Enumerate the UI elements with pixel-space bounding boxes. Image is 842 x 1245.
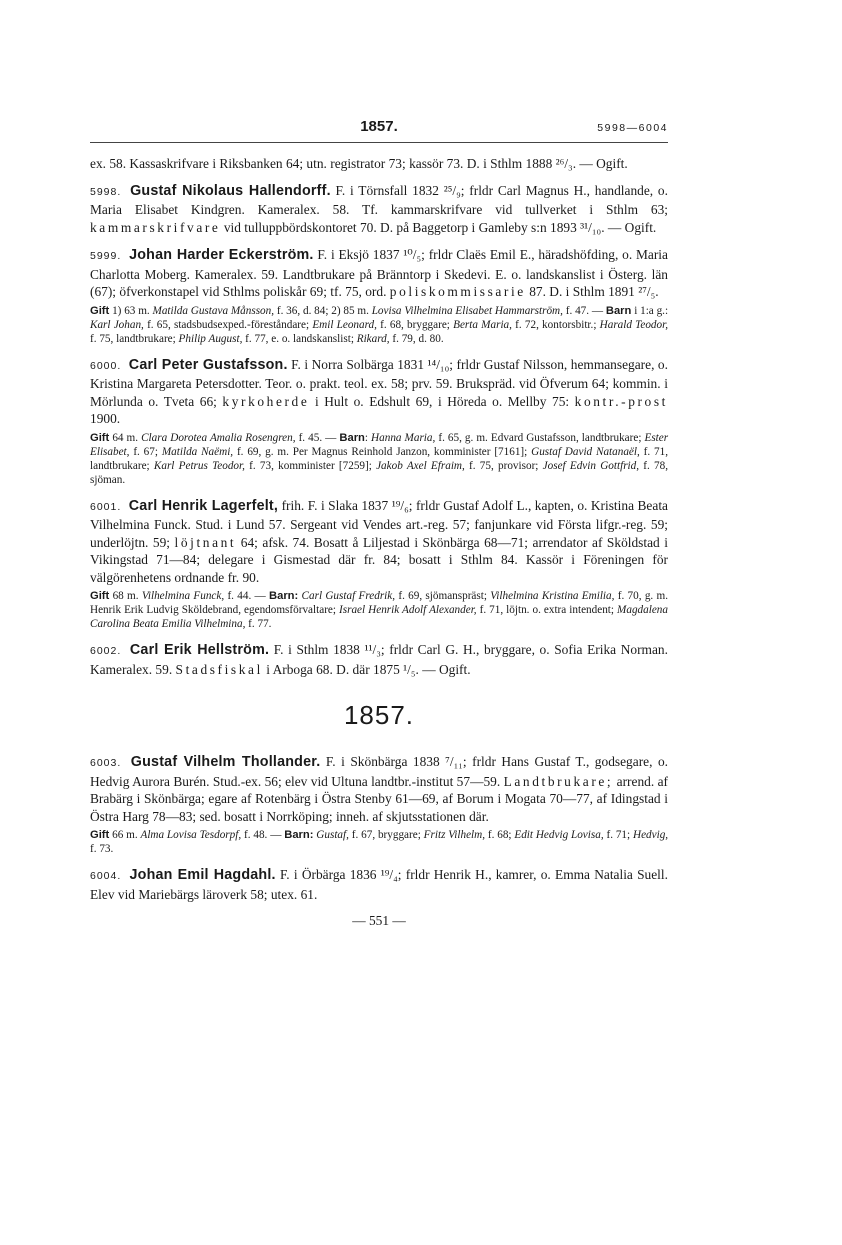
entry-body xyxy=(90,246,668,301)
entry-body xyxy=(90,866,668,903)
marriage-text: f. 47. — xyxy=(565,304,604,317)
spouse-name: Vilhelmina Funck, xyxy=(141,590,225,602)
header-year: 1857. xyxy=(360,118,398,135)
child-detail: f. 65, stadsbudsexped.-föreståndare; xyxy=(147,318,310,331)
entry-text: 64; afsk. 74. Bosatt å Liljestad i Skönbärga 68—71; arrendator af Sköldstad i Vikingstad 71—84; delegare i Gismestad där fr. 84; bosatt i Sthlm 84. Kassör i Föreningen för välgörenhetens ordnande fr. 90. xyxy=(90,534,668,585)
barn-label: Barn: xyxy=(269,590,299,602)
child-name: Karl Johan, xyxy=(90,318,144,331)
spouse-name: Alma Lovisa Tesdorpf, xyxy=(140,829,242,841)
child-detail: f. 78, sjöman. xyxy=(90,459,669,486)
entry-text: F. i Sthlm 1838 ¹¹/₃; frldr Carl G. H., bryggare, o. Sofia Erika Norman. Kameralex. 59. xyxy=(90,642,668,677)
child-name: Hanna Maria, xyxy=(371,431,436,444)
marriage-text: 68 m. xyxy=(112,590,139,602)
entry-text: F. i Norra Solbärga 1831 ¹⁴/₁₀; frldr Gustaf Nilsson, hemmansegare, o. Kristina Margareta Petersdotter. Teor. o. prakt. teol. ex. 58; prv. 59. Brukspräd. vid Öfverum 64; kommin. i Mörlunda o. Tveta 66; xyxy=(90,356,668,409)
marriage-text: 1) 63 m. xyxy=(112,304,150,317)
child-detail: f. 77, e. o. landskanslist; xyxy=(245,332,354,345)
child-detail: f. 68, bryggare; xyxy=(380,318,450,331)
spouse-name: Lovisa Vilhelmina Elisabet Hammarström, xyxy=(371,304,563,317)
child-name: Carl Gustaf Fredrik, xyxy=(301,590,396,602)
gift-label: Gift xyxy=(90,590,110,602)
gift-label: Gift xyxy=(90,431,110,444)
person-name: Carl Erik Hellström. xyxy=(129,642,270,658)
entry-number: 6003. xyxy=(90,757,122,769)
entry-6001 xyxy=(90,497,668,632)
entry-text: F. i Eksjö 1837 ¹⁰/₅; frldr Claës Emil E., häradshöfding, o. Maria Charlotta Moberg. Kameralex. 59. Landtbrukare på Bränntorp i Skedevi. E. o. landskanslist i Österg. län (67); öfverkonstapel vid Sthlms poliskår 69; tf. 75, ord. xyxy=(90,247,668,299)
entry-6004 xyxy=(90,866,668,903)
marriage-text: f. 48. — xyxy=(244,829,282,841)
gift-label: Gift xyxy=(90,304,110,317)
page-number: — 551 — xyxy=(352,913,406,928)
child-detail: f. 73. xyxy=(90,843,114,855)
child-name: Vilhelmina Kristina Emilia, xyxy=(490,590,615,602)
spaced-title: kammarskrifvare xyxy=(90,219,221,235)
gift-label: Gift xyxy=(90,829,110,841)
marriage-text: 66 m. xyxy=(112,829,138,841)
entry-number: 6004. xyxy=(90,870,122,882)
child-name: Philip August, xyxy=(178,332,243,345)
entry-text: vid tulluppbördskontoret 70. D. på Baggetorp i Gamleby s:n 1893 ³¹/₁₀. — Ogift. xyxy=(223,219,657,235)
child-detail: f. 71, löjtn. o. extra intendent; xyxy=(479,604,615,616)
entry-text: F. i Skönbärga 1838 ⁷/₁₁; frldr Hans Gustaf T., godsegare, o. Hedvig Aurora Burén. Stud.-ex. 56; elev vid Ultuna landtbr.-institut 57—59. xyxy=(90,754,668,789)
child-name: Gustaf David Natanaël, xyxy=(531,445,640,458)
child-name: Emil Leonard, xyxy=(312,318,377,331)
entry-number: 6002. xyxy=(90,645,122,657)
family-paragraph xyxy=(90,589,668,631)
year-heading: 1857. xyxy=(343,700,415,730)
spouse-name: Clara Dorotea Amalia Rosengren, xyxy=(141,431,296,444)
child-name: Jakob Axel Efraim, xyxy=(376,459,465,472)
entry-number: 5999. xyxy=(90,250,122,262)
entry-number: 6001. xyxy=(90,500,122,513)
person-name: Carl Henrik Lagerfelt, xyxy=(128,497,279,514)
marriage-text: i 1:a g.: xyxy=(634,304,669,317)
spaced-title: kyrkoherde xyxy=(222,393,310,409)
spaced-title: Stadsfiskal xyxy=(175,661,263,677)
child-detail: f. 75, provisor; xyxy=(469,459,539,472)
spouse-name: Matilda Gustava Månsson, xyxy=(152,304,275,317)
child-name: Hedvig, xyxy=(632,829,669,841)
child-detail: f. 71, landtbrukare; xyxy=(90,445,669,472)
child-name: Fritz Vilhelm, xyxy=(423,829,486,841)
child-detail: f. 67, bryggare; xyxy=(351,829,421,841)
entry-6003 xyxy=(90,753,668,856)
child-name: Berta Maria, xyxy=(453,318,512,331)
spaced-title: kontr.-prost xyxy=(574,393,668,409)
entry-text: i Hult o. Edshult 69, i Höreda o. Mellby 75: xyxy=(314,393,570,409)
entry-text: i Arboga 68. D. där 1875 ¹/₅. — Ogift. xyxy=(266,661,471,677)
barn-label: Barn: xyxy=(284,829,314,841)
entry-body xyxy=(90,753,668,825)
person-name: Johan Harder Eckerström. xyxy=(129,247,314,263)
family-paragraph xyxy=(90,828,668,856)
entry-body xyxy=(90,497,668,587)
child-name: Josef Edvin Gottfrid, xyxy=(542,459,640,472)
child-name: Harald Teodor, xyxy=(599,318,669,331)
person-name: Johan Emil Hagdahl. xyxy=(129,867,276,883)
marriage-text: 64 m. xyxy=(112,431,139,444)
child-detail: f. 67; xyxy=(133,445,158,458)
entry-body xyxy=(90,641,668,678)
family-paragraph xyxy=(90,304,668,346)
child-name: Karl Petrus Teodor, xyxy=(153,459,245,472)
spaced-title: löjtnant xyxy=(174,534,237,550)
family-paragraph: Gift 64 m. Clara Dorotea Amalia Rosengren, f. 45. — Barn: Hanna Maria, f. 65, g. m. Edvard Gustafsson, landtbrukare; Ester Elisabet, f. 67; Matilda Naëmi, f. 69, g. m. Per Magnus Reinhold Janzon, komminister [7161]; Gustaf David Natanaël, f. 71, landtbrukare; Karl Petrus Teodor, f. 73, komminister [7259]; Jakob Axel Efraim, f. 75, provisor; Josef Edvin Gottfrid, f. 78, sjöman. xyxy=(90,431,669,486)
header-rule xyxy=(90,142,668,143)
barn-label: Barn xyxy=(605,304,632,317)
entry-text: 87. D. i Sthlm 1891 ²⁷/₅. xyxy=(529,284,659,299)
child-name: Gustaf, xyxy=(316,829,349,841)
entry-text: F. i Törnsfall 1832 ²⁵/₉; frldr Carl Magnus H., handlande, o. Maria Elisabet Kindgren. Kameralex. 58. Tf. kammarskrifvare vid tullverket i Sthlm 63; xyxy=(90,182,668,217)
child-detail: f. 68; xyxy=(487,829,512,841)
marriage-text: f. 45. — xyxy=(298,431,337,444)
entry-text: 1900. xyxy=(90,411,121,426)
entry-body xyxy=(90,182,668,237)
child-name: Ester Elisabet, xyxy=(90,431,669,458)
header-entry-range: 5998—6004 xyxy=(597,122,668,134)
child-detail: f. 70, g. m. Henrik Erik Ludvig Sköldebrand, egendomsförvaltare; xyxy=(90,590,669,616)
entry-5999 xyxy=(90,246,668,346)
entry-5998 xyxy=(90,182,668,237)
child-name: Edit Hedvig Lovisa, xyxy=(514,829,604,841)
entry-number: 6000. xyxy=(90,359,122,372)
marriage-text: f. 44. — xyxy=(227,590,266,602)
person-name: Carl Peter Gustafsson. xyxy=(128,356,288,373)
person-name: Gustaf Vilhelm Thollander. xyxy=(130,754,321,770)
marriage-text: f. 36, d. 84; 2) 85 m. xyxy=(276,304,369,317)
entry-text: frih. F. i Slaka 1837 ¹⁹/₆; frldr Gustaf Adolf L., kapten, o. Kristina Beata Vilhelmina Funck. Stud. i Lund 57. Sergeant vid Vendes art.-reg. 57; fanjunkare vid Första lifgr.-reg. 59; underlöjtn. 59; xyxy=(90,497,668,550)
entry-6002 xyxy=(90,641,668,678)
child-detail: f. 79, d. 80. xyxy=(392,332,444,345)
barn-label: Barn xyxy=(339,431,365,444)
child-name: Matilda Naëmi, xyxy=(161,445,234,458)
entry-number: 5998. xyxy=(90,185,122,198)
child-detail: f. 71; xyxy=(606,829,631,841)
child-detail: f. 69, sjömanspräst; xyxy=(398,590,487,602)
spaced-title: Landtbrukare; xyxy=(503,773,614,789)
child-detail: f. 65, g. m. Edvard Gustafsson, landtbrukare; xyxy=(438,431,642,444)
child-name: Israel Henrik Adolf Alexander, xyxy=(339,604,477,616)
child-detail: f. 77. xyxy=(248,618,272,630)
child-detail: f. 75, landtbrukare; xyxy=(90,332,176,345)
entry-text: F. i Örbärga 1836 ¹⁹/₄; frldr Henrik H., kamrer, o. Emma Natalia Suell. Elev vid Mariebärgs läroverk 58; utex. 61. xyxy=(90,867,668,902)
child-name: Magdalena Carolina Beata Emilia Vilhelmina, xyxy=(90,604,668,630)
child-name: Rikard, xyxy=(356,332,390,345)
running-header xyxy=(90,118,668,140)
entry-body xyxy=(90,356,668,428)
child-detail: f. 69, g. m. Per Magnus Reinhold Janzon, komminister [7161]; xyxy=(236,445,528,458)
child-detail: f. 73, komminister [7259]; xyxy=(249,459,372,472)
entry-6000 xyxy=(90,356,668,487)
person-name: Gustaf Nikolaus Hallendorff. xyxy=(130,182,331,199)
child-detail: f. 72, kontorsbitr.; xyxy=(515,318,597,331)
page xyxy=(90,118,668,929)
entry-text: arrend. af Brabärg i Skönbärga; egare af Rotenbärg i Östra Stenby 61—69, af Borum i Mogata 70—77, af Idingstad i Östra Harg 78—83; sed. bosatt i Norrköping; inneh. af skjutsstationen där. xyxy=(90,773,668,824)
spaced-title: poliskommissarie xyxy=(389,284,526,299)
continuation-text: ex. 58. Kassaskrifvare i Riksbanken 64; utn. registrator 73; kassör 73. D. i Sthlm 1888 ²⁶/₃. — Ogift. xyxy=(90,156,628,171)
